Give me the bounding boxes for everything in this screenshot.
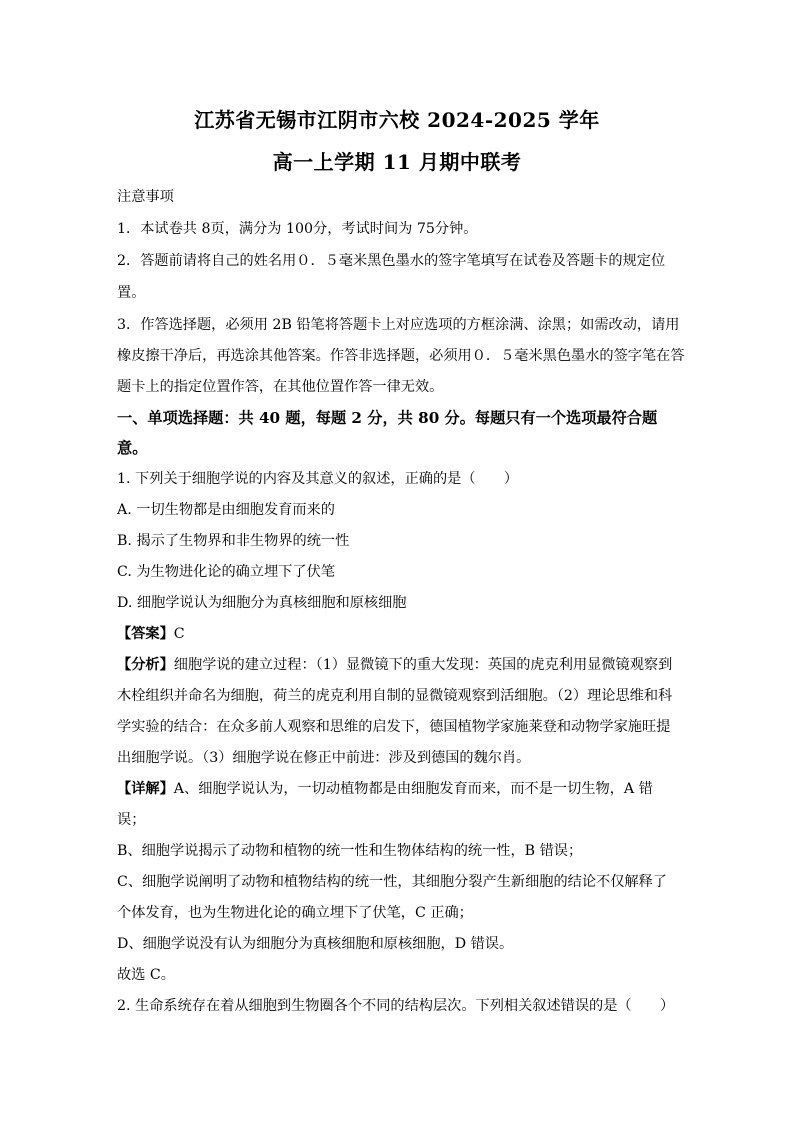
analysis-text-1: 细胞学说的建立过程：（1）显微镜下的重大发现：英国的虎克利用显微镜观察到 (173, 657, 673, 673)
notes-heading: 注意事项 (117, 189, 174, 205)
note-item-3b: 橡皮擦干净后，再选涂其他答案。作答非选择题，必须用０．５毫米黑色墨水的签字笔在答 (117, 348, 685, 364)
analysis-line-3: 学实验的结合：在众多前人观察和思维的启发下，德国植物学家施莱登和动物学家施旺提 (117, 719, 671, 735)
question-2-stem: 2. 生命系统存在着从细胞到生物圈各个不同的结构层次。下列相关叙述错误的是（ ） (117, 998, 675, 1014)
section-heading-a: 一、单项选择题：共 40 题，每题 2 分，共 80 分。每题只有一个选项最符合题 (117, 409, 658, 427)
question-1-stem: 1. 下列关于细胞学说的内容及其意义的叙述，正确的是（ ） (117, 471, 519, 487)
answer-line (117, 623, 185, 643)
question-1-option-b: B. 揭示了生物界和非生物界的统一性 (117, 533, 350, 549)
answer-value: C (173, 626, 185, 642)
analysis-tag: 【分析】 (117, 657, 174, 673)
detail-line-2: 误； (117, 812, 146, 828)
answer-tag: 【答案】 (117, 626, 174, 642)
detail-line-5: 个体发育，也为生物进化论的确立埋下了伏笔，C 正确； (117, 905, 473, 921)
detail-line-3: B、细胞学说揭示了动物和植物的统一性和生物体结构的统一性，B 错误； (117, 843, 583, 859)
analysis-line-4: 出细胞学说。（3）细胞学说在修正中前进：涉及到德国的魏尔肖。 (117, 750, 531, 766)
note-item-2b: 置。 (117, 285, 146, 301)
note-item-3c: 题卡上的指定位置作答，在其他位置作答一律无效。 (117, 379, 444, 395)
detail-line-1 (117, 778, 653, 798)
note-item-1: 1．本试卷共 8页，满分为 100分，考试时间为 75分钟。 (117, 221, 478, 237)
detail-tag: 【详解】 (117, 781, 174, 797)
question-1-option-a: A. 一切生物都是由细胞发育而来的 (117, 502, 335, 518)
title-line-1: 江苏省无锡市江阴市六校 2024-2025 学年 (194, 108, 600, 132)
question-1-option-d: D. 细胞学说认为细胞分为真核细胞和原核细胞 (117, 595, 407, 611)
question-1-option-c: C. 为生物进化论的确立埋下了伏笔 (117, 564, 335, 580)
conclusion-line: 故选 C。 (117, 967, 175, 983)
title-line-2: 高一上学期 11 月期中联考 (272, 150, 522, 174)
detail-line-4: C、细胞学说阐明了动物和植物结构的统一性，其细胞分裂产生新细胞的结论不仅解释了 (117, 874, 667, 890)
analysis-line-2: 木栓组织并命名为细胞，荷兰的虎克利用自制的显微镜观察到活细胞。（2）理论思维和科 (117, 688, 673, 704)
analysis-line-1 (117, 654, 672, 674)
note-item-2a: 2．答题前请将自己的姓名用０．５毫米黑色墨水的签字笔填写在试卷及答题卡的规定位 (117, 253, 666, 269)
section-heading-b: 意。 (117, 439, 148, 457)
note-item-3a: 3．作答选择题，必须用 2B 铅笔将答题卡上对应选项的方框涂满、涂黑；如需改动，请用 (117, 317, 680, 333)
detail-text-1: A、细胞学说认为，一切动植物都是由细胞发育而来，而不是一切生物，A 错 (173, 781, 653, 797)
detail-line-6: D、细胞学说没有认为细胞分为真核细胞和原核细胞，D 错误。 (117, 936, 514, 952)
